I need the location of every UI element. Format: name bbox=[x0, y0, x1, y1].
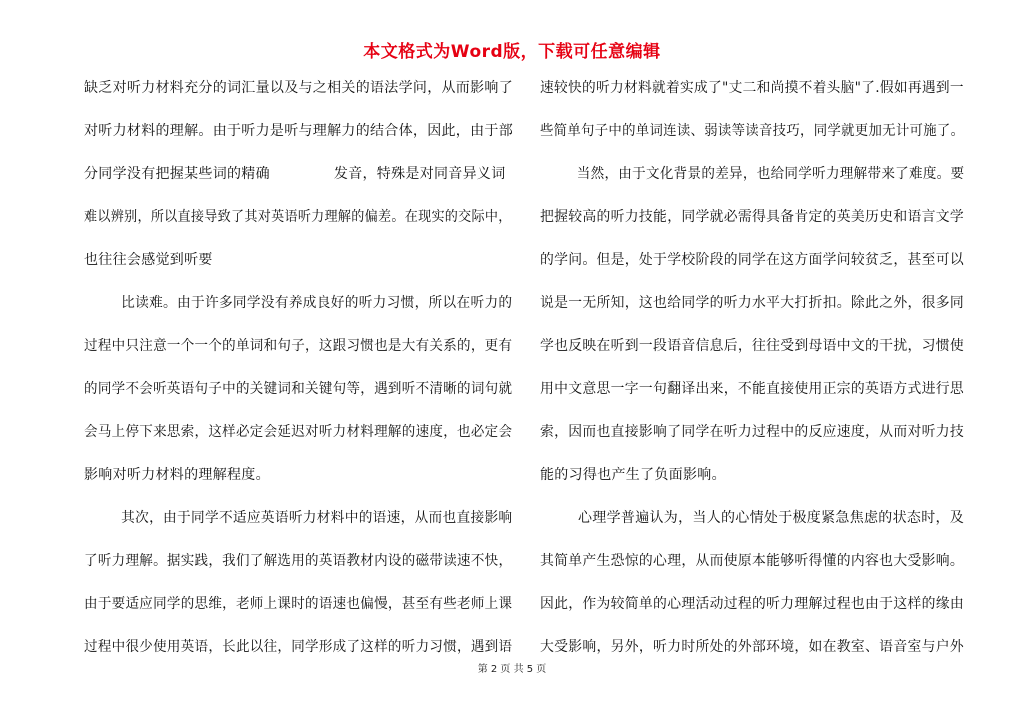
paragraph-start-line: 其次，由于同学不适应英语听力材料中的语速，从而也直接影响 bbox=[121, 510, 513, 526]
text-line: 大受影响，另外，听力时所处的外部环境，如在教室、语音室与户外 bbox=[540, 639, 964, 655]
text-line: 用中文意思一字一句翻译出来，不能直接使用正宗的英语方式进行思 bbox=[540, 381, 964, 397]
text-segment: 发音，特殊是对同音异义词 bbox=[333, 166, 506, 182]
text-line: 由于要适应同学的思维，老师上课时的语速也偏慢，甚至有些老师上课 bbox=[84, 596, 513, 612]
text-line: 说是一无所知，这也给同学的听力水平大打折扣。除此之外，很多同 bbox=[540, 295, 964, 311]
text-line: 因此，作为较简单的心理活动过程的听力理解过程也由于这样的缘由 bbox=[540, 596, 964, 612]
text-line: 的同学不会听英语句子中的关键词和关键句等，遇到听不清晰的词句就 bbox=[84, 381, 513, 397]
text-line bbox=[84, 164, 506, 184]
paragraph-start-line: 比读难。由于许多同学没有养成良好的听力习惯，所以在听力的 bbox=[121, 295, 513, 311]
text-line: 会马上停下来思索，这样必定会延迟对听力材料理解的速度，也必定会 bbox=[84, 424, 513, 440]
text-line: 学也反映在听到一段语音信息后，往往受到母语中文的干扰，习惯使 bbox=[540, 338, 964, 354]
text-line: 影响对听力材料的理解程度。 bbox=[84, 467, 270, 483]
text-line: 了听力理解。据实践，我们了解选用的英语教材内设的磁带读速不快， bbox=[84, 553, 513, 569]
text-line: 也往往会感觉到听要 bbox=[84, 252, 213, 268]
text-segment: 分同学没有把握某些词的精确 bbox=[84, 166, 270, 182]
text-line: 把握较高的听力技能，同学就必需得具备肯定的英美历史和语言文学 bbox=[540, 209, 964, 225]
text-line: 缺乏对听力材料充分的词汇量以及与之相关的语法学问，从而影响了 bbox=[84, 80, 513, 96]
text-line: 些简单句子中的单词连读、弱读等读音技巧，同学就更加无计可施了。 bbox=[540, 123, 965, 139]
text-line: 其简单产生恐惊的心理，从而使原本能够听得懂的内容也大受影响。 bbox=[540, 553, 964, 569]
page-number-footer: 第 2 页 共 5 页 bbox=[477, 664, 547, 675]
document-banner: 本文格式为Word版，下载可任意编辑 bbox=[363, 42, 661, 62]
text-line: 过程中只注意一个一个的单词和句子，这跟习惯也是大有关系的，更有 bbox=[84, 338, 513, 354]
text-line: 过程中很少使用英语，长此以往，同学形成了这样的听力习惯，遇到语 bbox=[84, 639, 513, 655]
text-line: 难以辨别，所以直接导致了其对英语听力理解的偏差。在现实的交际中， bbox=[84, 209, 512, 225]
paragraph-start-line: 心理学普遍认为，当人的心情处于极度紧急焦虑的状态时，及 bbox=[578, 510, 965, 526]
paragraph-start-line: 当然，由于文化背景的差异，也给同学听力理解带来了难度。要 bbox=[576, 166, 965, 182]
text-line: 索，因而也直接影响了同学在听力过程中的反应速度，从而对听力技 bbox=[540, 424, 964, 440]
text-line: 速较快的听力材料就着实成了"丈二和尚摸不着头脑"了.假如再遇到一 bbox=[540, 80, 964, 96]
text-line: 的学问。但是，处于学校阶段的同学在这方面学问较贫乏，甚至可以 bbox=[540, 252, 964, 268]
text-line: 能的习得也产生了负面影响。 bbox=[540, 467, 726, 483]
text-line: 对听力材料的理解。由于听力是听与理解力的结合体，因此，由于部 bbox=[84, 123, 513, 139]
